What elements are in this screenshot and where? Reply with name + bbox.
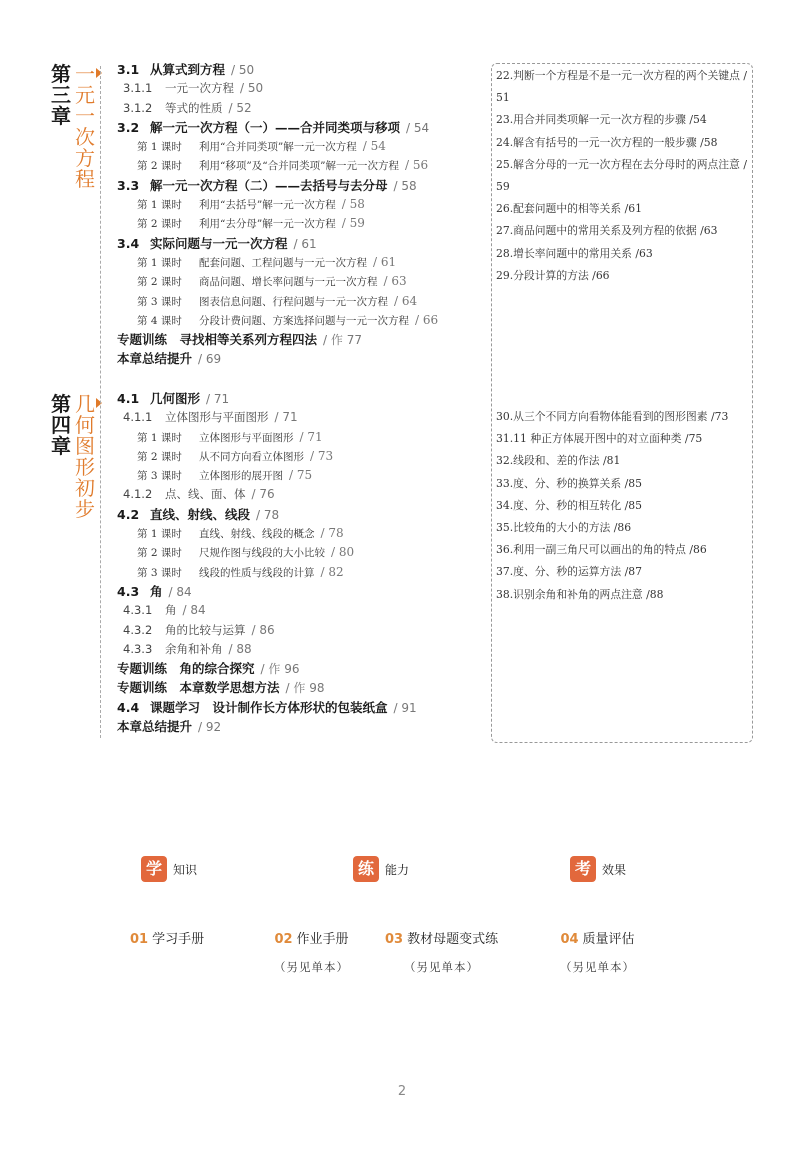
toc-entry-page: / 84 (182, 603, 206, 618)
book-name: 学习手册 (152, 932, 205, 947)
toc-entry-number: 第 1 课时 (137, 199, 182, 212)
divider-line (100, 66, 101, 738)
toc-entry (117, 311, 487, 330)
toc-entry-title: 利用“去分母”解一元一次方程 (199, 218, 336, 231)
toc-entry-number: 4.2 (117, 506, 140, 522)
toc-entry-number: 第 4 课时 (137, 314, 182, 327)
toc-entry-number: 4.3 (117, 583, 140, 599)
toc-entry-title: 本章总结提升 (117, 719, 193, 735)
toc-entry-page: / 66 (415, 312, 439, 327)
toc-entry-page: / 作 77 (323, 333, 362, 348)
toc-entry-title: 利用“合并同类项”解一元一次方程 (199, 141, 357, 154)
toc-entry (117, 118, 487, 137)
toc-entry-page: / 82 (320, 564, 344, 579)
toc-entry (117, 137, 487, 156)
toc-entry-page: / 54 (362, 139, 386, 154)
toc-entry-page: / 71 (274, 410, 298, 425)
toc-entry-page: / 71 (206, 392, 230, 406)
toc-entry-page: / 69 (198, 352, 222, 367)
toc-entry-number: 4.3.3 (123, 641, 153, 656)
toc-entry-title: 从算式到方程 (150, 62, 226, 77)
toc-entry (117, 428, 487, 447)
book-number: 03 (385, 932, 404, 947)
toc-entry-number: 第 2 课时 (137, 276, 182, 289)
toc-entry (117, 543, 487, 562)
toc-entry-title: 专题训练 角的综合探究 (117, 661, 255, 677)
toc-entry-page: / 78 (256, 507, 280, 522)
toc-entry (117, 253, 487, 272)
toc-entry-page: / 61 (293, 236, 317, 251)
toc-entry-title: 角 (165, 603, 177, 618)
chapter-4-header (50, 394, 100, 714)
toc-entry-title: 线段的性质与线段的计算 (199, 566, 315, 579)
toc-entry-title: 解一元一次方程（二）——去括号与去分母 (150, 177, 388, 193)
tip-item: 31.11 种正方体展开图中的对立面种类 /75 (496, 432, 703, 446)
toc-entry-title: 解一元一次方程（一）——合并同类项与移项 (150, 119, 401, 135)
chapter-4-title: 几 何 图 形 初 步 (75, 392, 95, 521)
toc-entry-number: 第 2 课时 (137, 450, 182, 463)
tip-item: 26.配套问题中的相等关系 /61 (496, 202, 642, 216)
toc-entry-title: 实际问题与一元一次方程 (150, 235, 288, 251)
chapter-3-label: 第 三 章 (51, 62, 71, 128)
chapter-3-title: 一 元 一 次 方 程 (75, 62, 95, 191)
toc-entry (117, 408, 487, 427)
toc-entry-title: 几何图形 (150, 391, 201, 406)
toc-entry-number: 第 3 课时 (137, 470, 182, 483)
toc-entry (117, 601, 487, 620)
toc-entry (117, 195, 487, 214)
tip-item: 28.增长率问题中的常用关系 /63 (496, 246, 653, 260)
toc-entry-page: / 73 (310, 448, 334, 463)
book-note: （另见单本） (274, 960, 349, 974)
book-item (274, 928, 349, 975)
tip-item: 25.解含分母的一元一次方程在去分母时的两点注意 /59 (496, 157, 747, 194)
toc-entry-number: 4.1.2 (123, 487, 153, 502)
tip-item: 37.度、分、秒的运算方法 /87 (496, 565, 642, 579)
toc-entry-page: / 59 (341, 216, 365, 231)
legend-badge: 考 (570, 856, 596, 882)
tip-item: 29.分段计算的方法 /66 (496, 268, 610, 282)
toc-entry-title: 利用“去括号”解一元一次方程 (199, 199, 336, 212)
toc-entry (117, 292, 487, 311)
toc-entry-page: / 50 (231, 63, 255, 77)
book-item (385, 928, 498, 975)
toc-entry-title: 立体图形与平面图形 (199, 431, 294, 444)
toc-entry (117, 447, 487, 466)
toc-entry-title: 课题学习 设计制作长方体形状的包装纸盒 (150, 699, 388, 715)
toc-entry-title: 配套问题、工程问题与一元一次方程 (199, 256, 367, 269)
toc-entry-page: / 63 (383, 274, 407, 289)
toc-entry (117, 678, 487, 697)
toc-entry-number: 第 1 课时 (137, 141, 182, 154)
toc-entry (117, 698, 487, 717)
toc-entry-title: 从不同方向看立体图形 (199, 450, 304, 463)
toc-entry (117, 389, 487, 408)
toc-entry-title: 直线、射线、线段 (150, 506, 251, 522)
toc-entry-number: 3.3 (117, 177, 140, 193)
page-number: 2 (397, 1084, 407, 1099)
toc-entry-title: 专题训练 寻找相等关系列方程四法 (117, 332, 318, 348)
tip-item: 23.用合并同类项解一元一次方程的步骤 /54 (496, 113, 707, 127)
toc-entry-number: 4.1 (117, 391, 140, 406)
book-name: 作业手册 (296, 932, 349, 947)
toc-entry (117, 330, 487, 349)
toc-entry-number: 4.1.1 (123, 410, 153, 425)
toc-entry-page: / 58 (393, 178, 417, 193)
legend-badge: 练 (353, 856, 379, 882)
chapter-3-header (50, 64, 100, 384)
toc-entry (117, 349, 487, 368)
toc-entry-page: / 52 (228, 100, 252, 115)
chapter-3-toc (117, 60, 487, 369)
legend-label: 能力 (385, 862, 410, 877)
book-name: 教材母题变式练 (407, 932, 499, 947)
toc-entry (117, 156, 487, 175)
toc-entry-title: 图表信息问题、行程问题与一元一次方程 (199, 295, 388, 308)
toc-entry (117, 563, 487, 582)
book-item (130, 928, 204, 947)
toc-entry-number: 第 3 课时 (137, 566, 182, 579)
toc-entry-page: / 54 (406, 120, 430, 135)
toc-entry-number: 4.4 (117, 699, 140, 715)
legend-label: 知识 (173, 862, 198, 877)
tip-item: 36.利用一副三角尺可以画出的角的特点 /86 (496, 543, 707, 557)
book-note: （另见单本） (560, 960, 635, 974)
toc-entry (117, 234, 487, 253)
toc-entry-page: / 56 (404, 158, 429, 173)
toc-entry-page: / 86 (251, 622, 275, 637)
toc-entry (117, 272, 487, 291)
book-name: 质量评估 (582, 932, 635, 947)
toc-entry-page: / 作 96 (260, 662, 300, 677)
toc-entry-page: / 80 (331, 545, 355, 560)
chapter-4-label: 第 四 章 (51, 392, 71, 458)
legend-item (141, 856, 197, 884)
toc-entry (117, 621, 487, 640)
toc-entry-page: / 84 (168, 584, 192, 599)
toc-entry-number: 第 2 课时 (137, 218, 182, 231)
toc-entry-page: / 92 (198, 720, 222, 735)
toc-entry (117, 659, 487, 678)
chapter-3-tips (496, 65, 748, 287)
toc-entry-page: / 75 (289, 468, 313, 483)
chapter-4-toc (117, 389, 487, 736)
toc-entry-title: 角的比较与运算 (165, 622, 246, 637)
toc-entry-number: 第 2 课时 (137, 160, 182, 173)
toc-entry (117, 176, 487, 195)
toc-entry (117, 485, 487, 504)
tip-item: 32.线段和、差的作法 /81 (496, 454, 621, 468)
legend-badge: 学 (141, 856, 167, 882)
toc-entry-number: 3.1 (117, 62, 140, 77)
toc-entry (117, 79, 487, 98)
toc-entry (117, 60, 487, 79)
toc-entry (117, 524, 487, 543)
toc-entry-title: 点、线、面、体 (165, 487, 246, 502)
toc-entry (117, 640, 487, 659)
tip-item: 24.解含有括号的一元一次方程的一般步骤 /58 (496, 135, 718, 149)
toc-entry (117, 717, 487, 736)
toc-entry (117, 505, 487, 524)
legend-label: 效果 (602, 862, 627, 877)
toc-entry-number: 第 3 课时 (137, 295, 182, 308)
legend-item (570, 856, 626, 884)
toc-entry-title: 余角和补角 (165, 641, 223, 656)
toc-entry-page: / 78 (320, 526, 344, 541)
toc-entry-title: 专题训练 本章数学思想方法 (117, 680, 280, 696)
toc-entry-title: 商品问题、增长率问题与一元一次方程 (199, 276, 378, 289)
tip-item: 35.比较角的大小的方法 /86 (496, 521, 632, 535)
toc-entry-number: 3.1.2 (123, 100, 153, 115)
toc-entry-page: / 作 98 (285, 681, 325, 696)
toc-entry-page: / 58 (341, 197, 365, 212)
toc-entry-title: 一元一次方程 (165, 81, 234, 96)
toc-entry-page: / 88 (228, 641, 252, 656)
chapter-4-tips (496, 406, 748, 606)
book-number: 01 (130, 932, 149, 947)
toc-entry-page: / 61 (373, 254, 397, 269)
toc-entry-number: 3.2 (117, 119, 140, 135)
toc-entry (117, 582, 487, 601)
book-note: （另见单本） (404, 960, 480, 974)
toc-entry-page: / 71 (299, 429, 323, 444)
legend-item (353, 856, 409, 884)
toc-entry-title: 分段计费问题、方案选择问题与一元一次方程 (199, 314, 409, 327)
chapter-4-arrow-icon (96, 398, 102, 408)
toc-entry-number: 第 1 课时 (137, 431, 182, 444)
toc-entry-page: / 91 (393, 700, 417, 715)
toc-entry-title: 本章总结提升 (117, 351, 193, 367)
tip-item: 33.度、分、秒的换算关系 /85 (496, 476, 642, 490)
book-number: 02 (274, 932, 293, 947)
tip-item: 30.从三个不同方向看物体能看到的图形图素 /73 (496, 410, 729, 423)
toc-entry-number: 3.1.1 (123, 81, 153, 96)
toc-entry-page: / 64 (394, 293, 418, 308)
toc-entry (117, 99, 487, 118)
toc-entry (117, 214, 487, 233)
toc-entry (117, 466, 487, 485)
toc-entry-number: 第 2 课时 (137, 547, 182, 560)
toc-entry-number: 3.4 (117, 235, 140, 251)
toc-entry-number: 第 1 课时 (137, 256, 182, 269)
book-number: 04 (560, 932, 579, 947)
tip-item: 38.识别余角和补角的两点注意 /88 (496, 587, 664, 601)
toc-entry-page: / 76 (251, 487, 275, 502)
toc-entry-page: / 50 (240, 81, 264, 96)
tip-item: 22.判断一个方程是不是一元一次方程的两个关键点 /51 (496, 69, 747, 105)
chapter-3-arrow-icon (96, 68, 102, 78)
toc-entry-title: 角 (150, 583, 163, 599)
book-item (560, 928, 635, 975)
toc-entry-title: 等式的性质 (165, 100, 223, 115)
toc-entry-title: 利用“移项”及“合并同类项”解一元一次方程 (199, 160, 399, 173)
toc-entry-number: 4.3.1 (123, 603, 153, 618)
toc-entry-title: 立体图形的展开图 (199, 470, 283, 483)
toc-entry-title: 立体图形与平面图形 (165, 410, 269, 425)
tip-item: 34.度、分、秒的相互转化 /85 (496, 498, 642, 512)
toc-entry-number: 第 1 课时 (137, 528, 182, 541)
toc-entry-title: 直线、射线、线段的概念 (199, 528, 315, 541)
toc-entry-number: 4.3.2 (123, 622, 153, 637)
tip-item: 27.商品问题中的常用关系及列方程的依据 /63 (496, 224, 718, 238)
toc-entry-title: 尺规作图与线段的大小比较 (199, 547, 325, 560)
